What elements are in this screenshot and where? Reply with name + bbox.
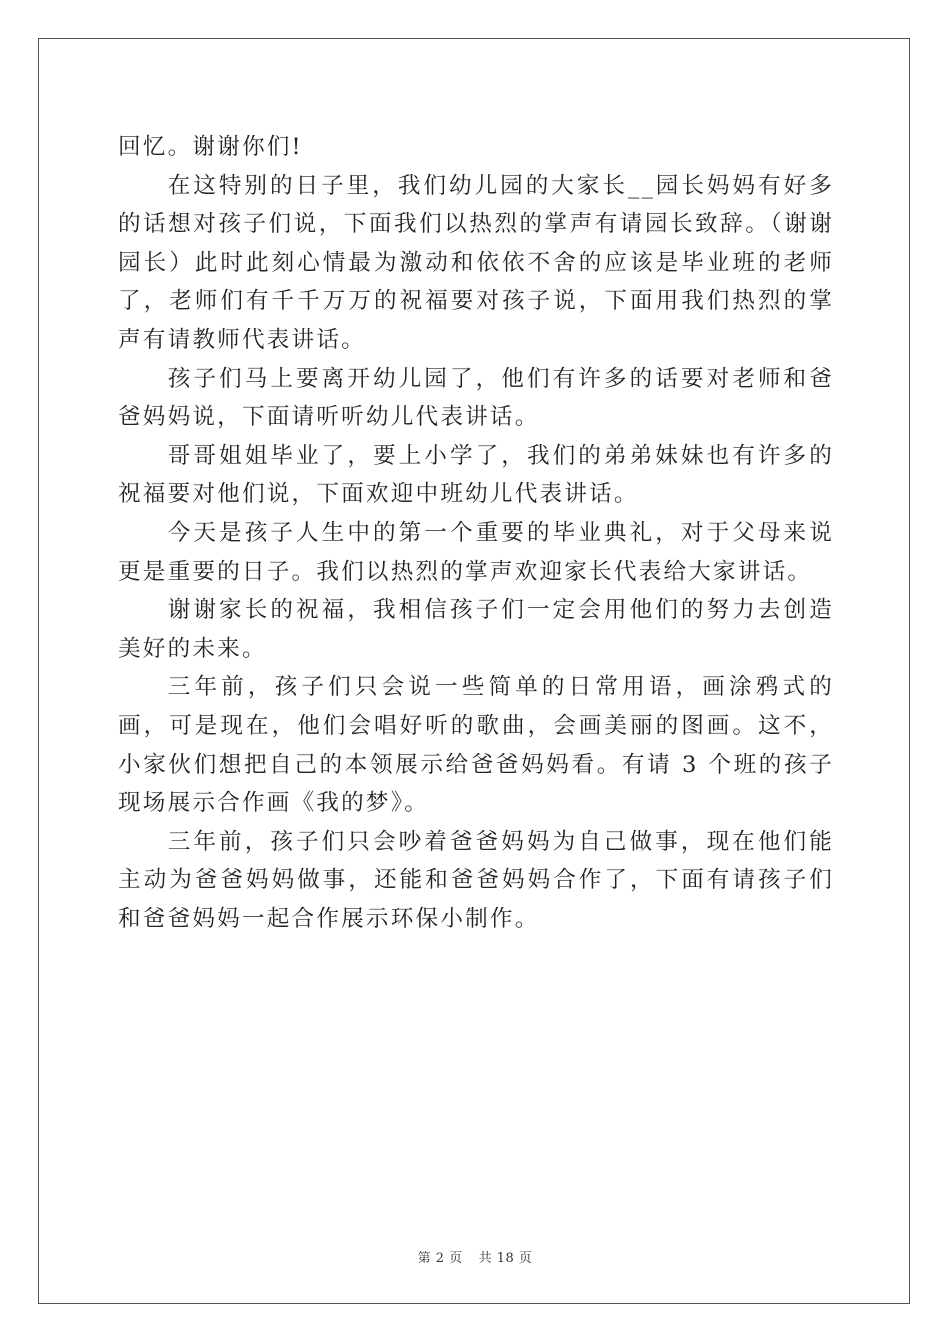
- paragraph-5: 今天是孩子人生中的第一个重要的毕业典礼，对于父母来说更是重要的日子。我们以热烈的掌声欢迎家长代表给大家讲话。: [118, 519, 834, 585]
- paragraph-1: 回忆。谢谢你们!: [118, 134, 303, 160]
- document-body: [118, 128, 834, 938]
- paragraph-8: 三年前，孩子们只会吵着爸爸妈妈为自己做事，现在他们能主动为爸爸妈妈做事，还能和爸爸妈妈合作了，下面有请孩子们和爸爸妈妈一起合作展示环保小制作。: [118, 828, 834, 932]
- paragraph-6: 谢谢家长的祝福，我相信孩子们一定会用他们的努力去创造美好的未来。: [118, 597, 834, 662]
- paragraph-3: 孩子们马上要离开幼儿园了，他们有许多的话要对老师和爸爸妈妈说，下面请听听幼儿代表讲话。: [118, 365, 834, 431]
- paragraph-2: 在这特别的日子里，我们幼儿园的大家长__园长妈妈有好多的话想对孩子们说，下面我们以热烈的掌声有请园长致辞。（谢谢园长）此时此刻心情最为激动和依依不舍的应该是毕业班的老师了，老师们有千千万万的祝福要对孩子说，下面用我们热烈的掌声有请教师代表讲话。: [118, 172, 834, 353]
- page-number: 第 2 页: [417, 1251, 463, 1266]
- page-total: 共 18 页: [478, 1251, 533, 1266]
- page-footer: [0, 1247, 950, 1266]
- paragraph-4: 哥哥姐姐毕业了，要上小学了，我们的弟弟妹妹也有许多的祝福要对他们说，下面欢迎中班幼儿代表讲话。: [118, 442, 834, 508]
- paragraph-7: 三年前，孩子们只会说一些简单的日常用语，画涂鸦式的画，可是现在，他们会唱好听的歌曲，会画美丽的图画。这不，小家伙们想把自己的本领展示给爸爸妈妈看。有请 3 个班的孩子现场展示合作画《我的梦》。: [118, 674, 834, 817]
